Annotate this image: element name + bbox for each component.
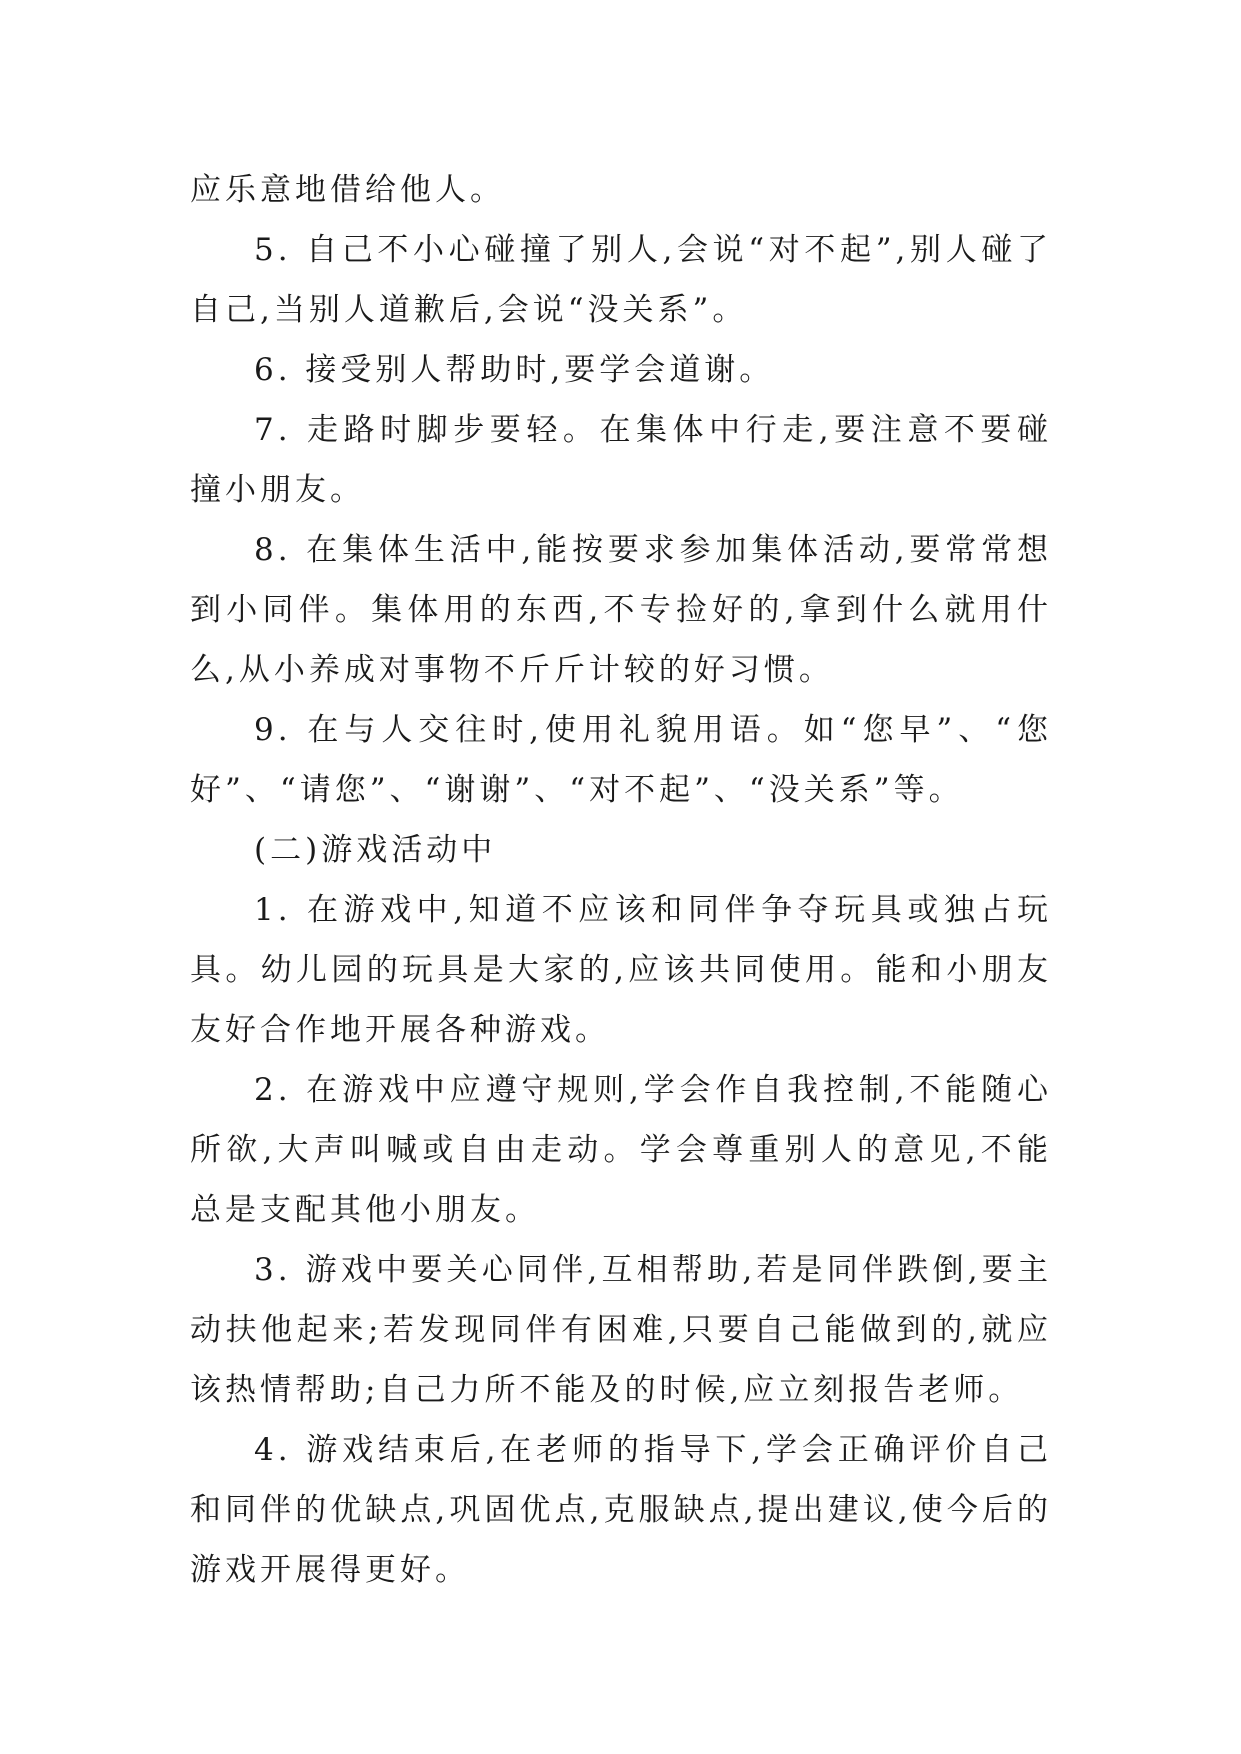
paragraph-item-7: 7. 走路时脚步要轻。在集体中行走,要注意不要碰撞小朋友。 <box>190 412 1052 508</box>
paragraph-continuation: 应乐意地借给他人。 <box>190 172 505 208</box>
paragraph-item-6: 6. 接受别人帮助时,要学会道谢。 <box>254 352 775 388</box>
document-body <box>190 160 1052 1600</box>
paragraph-item-9: 9. 在与人交往时,使用礼貌用语。如“您早”、“您好”、“请您”、“谢谢”、“对不起”、“没关系”等。 <box>190 712 1052 808</box>
paragraph-game-item-4: 4. 游戏结束后,在老师的指导下,学会正确评价自己和同伴的优缺点,巩固优点,克服缺点,提出建议,使今后的游戏开展得更好。 <box>190 1432 1052 1588</box>
paragraph-game-item-3: 3. 游戏中要关心同伴,互相帮助,若是同伴跌倒,要主动扶他起来;若发现同伴有困难,只要自己能做到的,就应该热情帮助;自己力所不能及的时候,应立刻报告老师。 <box>190 1252 1052 1408</box>
section-heading-game-activities: (二)游戏活动中 <box>254 832 497 868</box>
paragraph-game-item-2: 2. 在游戏中应遵守规则,学会作自我控制,不能随心所欲,大声叫喊或自由走动。学会尊重别人的意见,不能总是支配其他小朋友。 <box>190 1072 1052 1228</box>
paragraph-item-8: 8. 在集体生活中,能按要求参加集体活动,要常常想到小同伴。集体用的东西,不专捡好的,拿到什么就用什么,从小养成对事物不斤斤计较的好习惯。 <box>190 532 1052 688</box>
paragraph-game-item-1: 1. 在游戏中,知道不应该和同伴争夺玩具或独占玩具。幼儿园的玩具是大家的,应该共同使用。能和小朋友友好合作地开展各种游戏。 <box>190 892 1052 1048</box>
paragraph-item-5: 5. 自己不小心碰撞了别人,会说“对不起”,别人碰了自己,当别人道歉后,会说“没关系”。 <box>190 232 1052 328</box>
